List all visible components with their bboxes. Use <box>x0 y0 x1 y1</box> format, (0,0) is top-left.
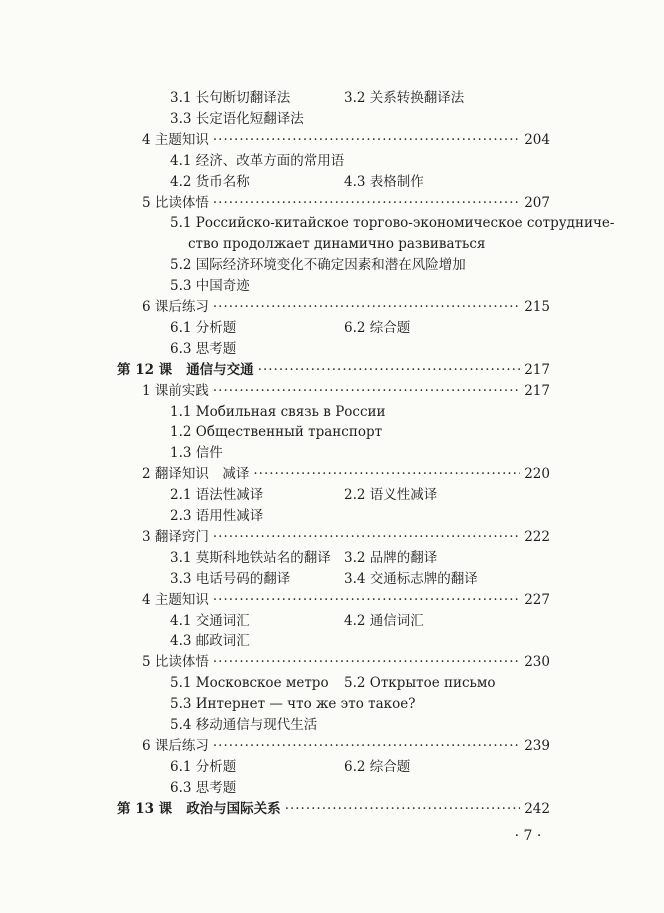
toc-section-row <box>142 527 550 547</box>
lesson-heading <box>117 799 281 819</box>
lesson-heading <box>117 360 254 380</box>
subsection-title: 5.2 Открытое письмо <box>344 675 496 692</box>
dot-leader <box>213 652 520 672</box>
subsection-title: 3.2 关系转换翻译法 <box>344 90 465 106</box>
subsection-title: 4.2 货币名称 <box>170 173 250 190</box>
toc-subsection-row <box>170 694 415 714</box>
subsection-title: 5.2 国际经济环境变化不确定因素和潜在风险增加 <box>170 257 466 274</box>
toc-section-row <box>142 590 550 610</box>
subsection-title: 4.1 经济、改革方面的常用语 <box>170 152 345 169</box>
toc-section-row <box>142 736 550 756</box>
subsection-title: 3.2 品牌的翻译 <box>344 549 438 566</box>
page-ref: 217 <box>524 382 550 399</box>
toc-section-row <box>142 464 550 484</box>
dot-leader <box>213 736 520 756</box>
subsection-title: 3.1 莫斯科地铁站名的翻译 <box>170 549 331 566</box>
subsection-title: 5.1 Московское метро <box>170 675 329 692</box>
lesson-number: 第 13 课 <box>117 800 173 817</box>
toc-section-row <box>142 381 550 401</box>
toc-subsection-pair <box>0 318 600 338</box>
subsection-title: 1.2 Общественный транспорт <box>170 424 383 441</box>
toc-subsection-row <box>170 631 250 651</box>
page-ref: 227 <box>524 591 550 608</box>
section-title: 5 比读体悟 <box>142 654 209 671</box>
toc-subsection-row <box>170 422 382 442</box>
section-title: 5 比读体悟 <box>142 194 209 211</box>
subsection-title: 6.3 思考题 <box>170 779 237 796</box>
toc-subsection-pair <box>0 611 600 631</box>
page-ref: 242 <box>524 800 550 817</box>
toc-subsection-row <box>170 715 317 735</box>
subsection-title: 6.1 分析题 <box>170 758 237 775</box>
page-ref: 215 <box>524 299 550 315</box>
toc-lesson-row <box>117 799 550 819</box>
subsection-title: 2.1 语法性减译 <box>170 487 264 504</box>
subsection-title: 3.4 交通标志牌的翻译 <box>344 570 478 587</box>
subsection-title: 1.1 Мобильная связь в России <box>170 403 386 420</box>
toc-subsection-pair <box>0 172 600 192</box>
subsection-title: 5.3 Интернет — что же это такое? <box>170 696 416 713</box>
dot-leader <box>213 527 520 547</box>
subsection-title: 6.1 分析题 <box>170 319 237 336</box>
subsection-title: 3.1 长句断切翻译法 <box>170 90 291 106</box>
subsection-title: 1.3 信件 <box>170 445 223 462</box>
toc-subsection-row <box>170 255 466 275</box>
dot-leader <box>213 590 520 610</box>
subsection-title: 5.1 Российско-китайское торгово-экономическое сотрудниче- <box>170 215 615 232</box>
page-ref: 207 <box>524 194 550 211</box>
section-title: 1 课前实践 <box>142 382 209 399</box>
subsection-title: 3.3 长定语化短翻译法 <box>170 110 304 127</box>
toc-subsection-pair <box>0 485 600 505</box>
toc-subsection-row <box>170 402 386 422</box>
toc-subsection-pair <box>0 757 600 777</box>
subsection-title: 4.3 邮政词汇 <box>170 633 250 650</box>
toc-section-row <box>142 652 550 672</box>
page-ref: 217 <box>524 361 550 378</box>
toc-continuation-row <box>188 234 485 254</box>
subsection-title: 4.2 通信词汇 <box>344 612 424 629</box>
lesson-number: 第 12 课 <box>117 361 173 378</box>
toc-subsection-row <box>170 213 614 233</box>
dot-leader <box>253 464 520 484</box>
page-ref: 239 <box>524 737 550 754</box>
subsection-title: 6.3 思考题 <box>170 340 237 357</box>
subsection-title: 6.2 综合题 <box>344 319 411 336</box>
page-ref: 222 <box>524 528 550 545</box>
subsection-title: 5.3 中国奇迹 <box>170 278 250 295</box>
toc-subsection-row <box>170 778 236 798</box>
dot-leader <box>285 799 521 819</box>
toc-subsection-pair <box>0 569 600 589</box>
dot-leader <box>258 360 521 380</box>
toc-section-row <box>142 130 550 150</box>
page-ref: 204 <box>524 131 550 148</box>
section-title: 6 课后练习 <box>142 737 209 754</box>
subsection-title: 2.2 语义性减译 <box>344 487 438 504</box>
toc-subsection-pair <box>0 88 600 108</box>
subsection-title: 5.4 移动通信与现代生活 <box>170 717 318 733</box>
subsection-title-continued: ство продолжает динамично развиваться <box>188 236 486 253</box>
subsection-title: 4.1 交通词汇 <box>170 612 250 629</box>
toc-lesson-row <box>117 360 550 380</box>
lesson-title: 政治与国际关系 <box>186 800 281 817</box>
dot-leader <box>213 381 520 401</box>
section-title: 3 翻译窍门 <box>142 528 209 545</box>
page-ref: 220 <box>524 466 550 483</box>
toc-subsection-row <box>170 339 236 359</box>
subsection-title: 4.3 表格制作 <box>344 173 424 190</box>
toc-subsection-row <box>170 151 344 171</box>
section-title: 2 翻译知识 减译 <box>142 466 250 483</box>
section-title: 4 主题知识 <box>142 131 209 148</box>
toc-subsection-row <box>170 506 263 526</box>
dot-leader <box>213 130 520 150</box>
dot-leader <box>213 193 520 213</box>
subsection-title: 2.3 语用性减译 <box>170 508 264 524</box>
toc-subsection-pair <box>0 673 600 693</box>
toc-section-row <box>142 193 550 213</box>
dot-leader <box>213 297 520 317</box>
toc-section-row <box>142 297 550 317</box>
toc-subsection-row <box>170 276 250 296</box>
subsection-title: 3.3 电话号码的翻译 <box>170 570 291 587</box>
lesson-title: 通信与交通 <box>186 361 254 378</box>
section-title: 4 主题知识 <box>142 591 209 608</box>
toc-subsection-row <box>170 109 304 129</box>
section-title: 6 课后练习 <box>142 299 209 315</box>
page-number: · 7 · <box>514 828 542 844</box>
page-ref: 230 <box>524 654 550 671</box>
toc-subsection-row <box>170 443 223 463</box>
subsection-title: 6.2 综合题 <box>344 758 411 775</box>
toc-subsection-pair <box>0 548 600 568</box>
